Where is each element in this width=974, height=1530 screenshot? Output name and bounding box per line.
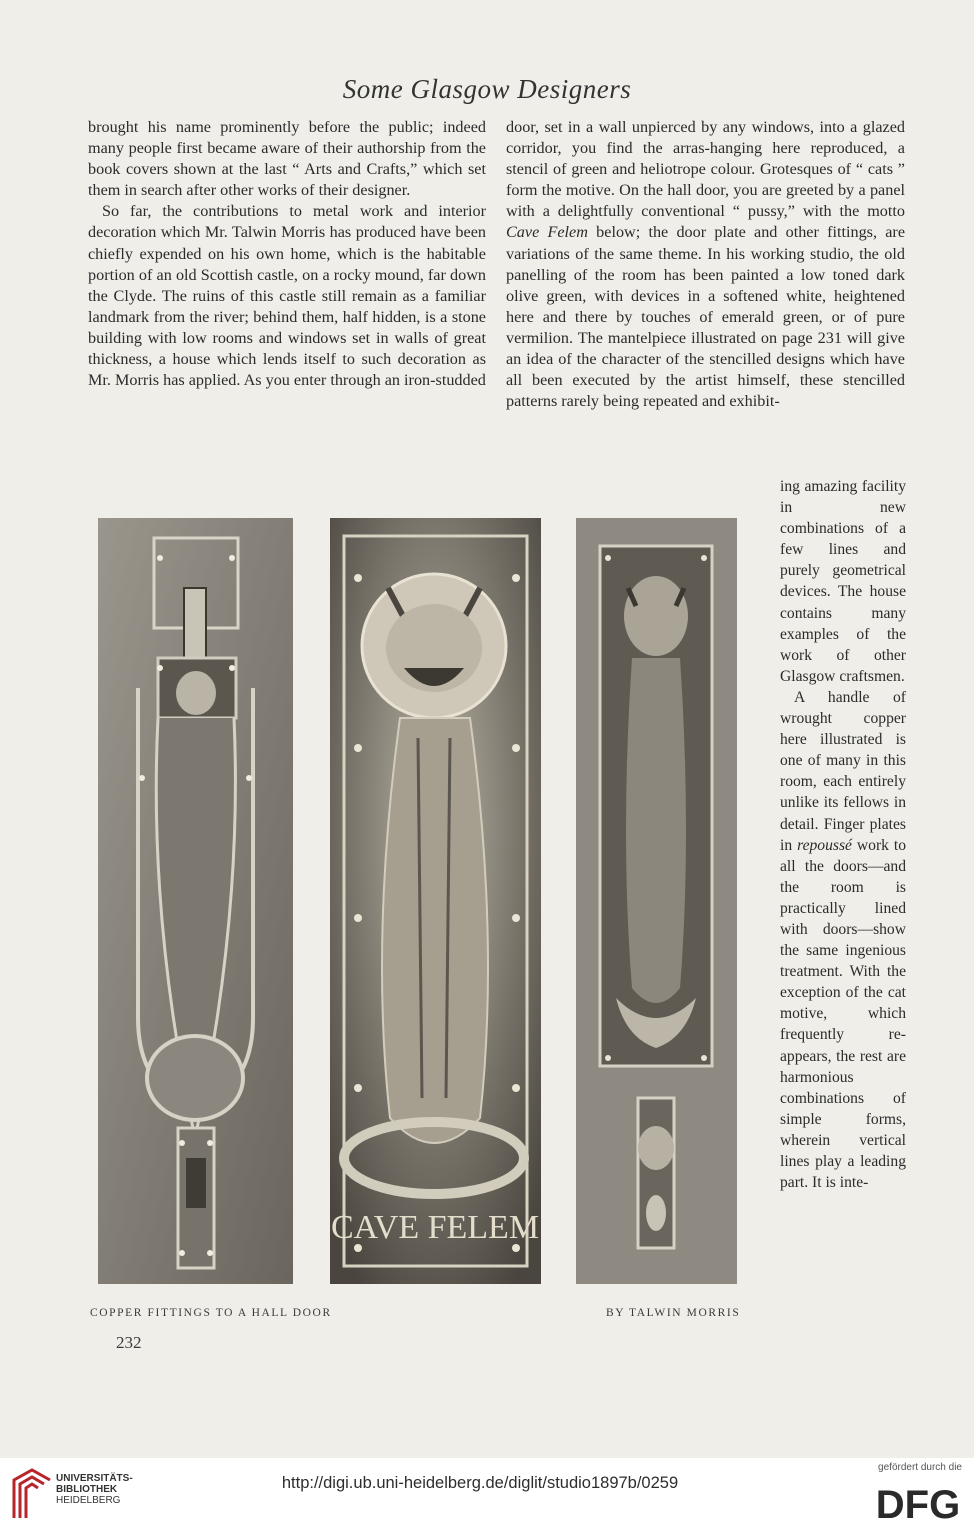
caption-left: COPPER FITTINGS TO A HALL DOOR xyxy=(90,1307,332,1319)
text-column-left xyxy=(88,117,486,391)
text-run: door, set in a wall unpierced by any windows, into a glazed corridor, you find the arras-hanging here reproduced, a stencil of green and heliotrope colour. Grotesques of “ cats ” form the motive. On the hall door, you are greeted by a panel with a delightfully conventional “ pussy,” with the motto xyxy=(506,118,905,221)
motto-lettering: CAVE FELEM xyxy=(330,1209,540,1246)
plate-cave-felem-panel xyxy=(330,518,541,1284)
library-name xyxy=(56,1473,133,1506)
viewer-footer xyxy=(0,1458,974,1530)
permalink-url[interactable]: http://digi.ub.uni-heidelberg.de/diglit/studio1897b/0259 xyxy=(281,1474,679,1492)
library-line: UNIVERSITÄTS- xyxy=(56,1473,133,1484)
text-column-narrow xyxy=(780,476,906,1193)
paragraph xyxy=(780,687,906,1193)
caption-right: BY TALWIN MORRIS xyxy=(606,1307,741,1319)
university-library-logo-icon xyxy=(10,1466,54,1522)
paragraph: brought his name prominently before the public; indeed many people first became aware of their authorship from the book covers shown at the last “ Arts and Crafts,” which set them in search after other works of their designer. xyxy=(88,118,486,200)
plate-door-handle xyxy=(98,518,293,1284)
motto-italic: Cave Felem xyxy=(506,223,588,242)
paragraph: So far, the contributions to metal work and interior decoration which Mr. Talwin Morris has produced have been chiefly expended on his own home, which is the habitable portion of an old Scottish castle, on a rocky mound, far down the Clyde. The ruins of this castle still remain as a familiar landmark from the river; behind them, half hidden, is a stone building with low rooms and windows set in walls of great thickness, a house which lends itself to such decoration as Mr. Morris has applied. As you enter through an iron-studded xyxy=(88,202,486,390)
paragraph: ing amazing facility in new combinations of a few lines and purely geometrical devices. The house contains many examples of the work of other Glasgow craftsmen. xyxy=(780,478,906,685)
running-head: Some Glasgow Designers xyxy=(342,74,632,104)
repousse-italic: repoussé xyxy=(797,836,852,854)
door-handle-illustration xyxy=(98,518,293,1284)
dfg-logo-text: DFG xyxy=(875,1484,961,1522)
page-number: 232 xyxy=(116,1333,142,1352)
library-line: BIBLIOTHEK xyxy=(56,1484,118,1495)
finger-plate-illustration xyxy=(576,518,737,1284)
text-run: below; the door plate and other fittings, are variations of the same theme. In his working studio, the old panelling of the room has been painted a low toned dark olive green, with devices in a softened white, heightened here and there by touches of emerald green, or of pure vermilion. The mantelpiece illustrated on page 231 will give an idea of the character of the stencilled designs which have all been executed by the artist himself, these stencilled patterns rarely being repeated and exhibit- xyxy=(506,223,905,411)
text-column-right xyxy=(506,117,905,412)
library-line: HEIDELBERG xyxy=(56,1495,121,1506)
sponsor-text: gefördert durch die xyxy=(878,1462,962,1473)
text-run: work to all the doors—and the room is practically lined with doors—show the same ingenious treatment. With the exception of the cat motive, which frequently re-appears, the rest are harmonious combinations of simple forms, wherein vertical lines play a leading part. It is inte- xyxy=(780,836,906,1192)
plate-finger-plate xyxy=(576,518,737,1284)
dfg-logo-icon xyxy=(870,1484,966,1522)
cat-panel-illustration xyxy=(330,518,541,1284)
text-run: A handle of wrought copper here illustrated is one of many in this room, each entirely unlike its fellows in detail. Finger plates in xyxy=(780,688,906,854)
paragraph xyxy=(506,117,905,412)
